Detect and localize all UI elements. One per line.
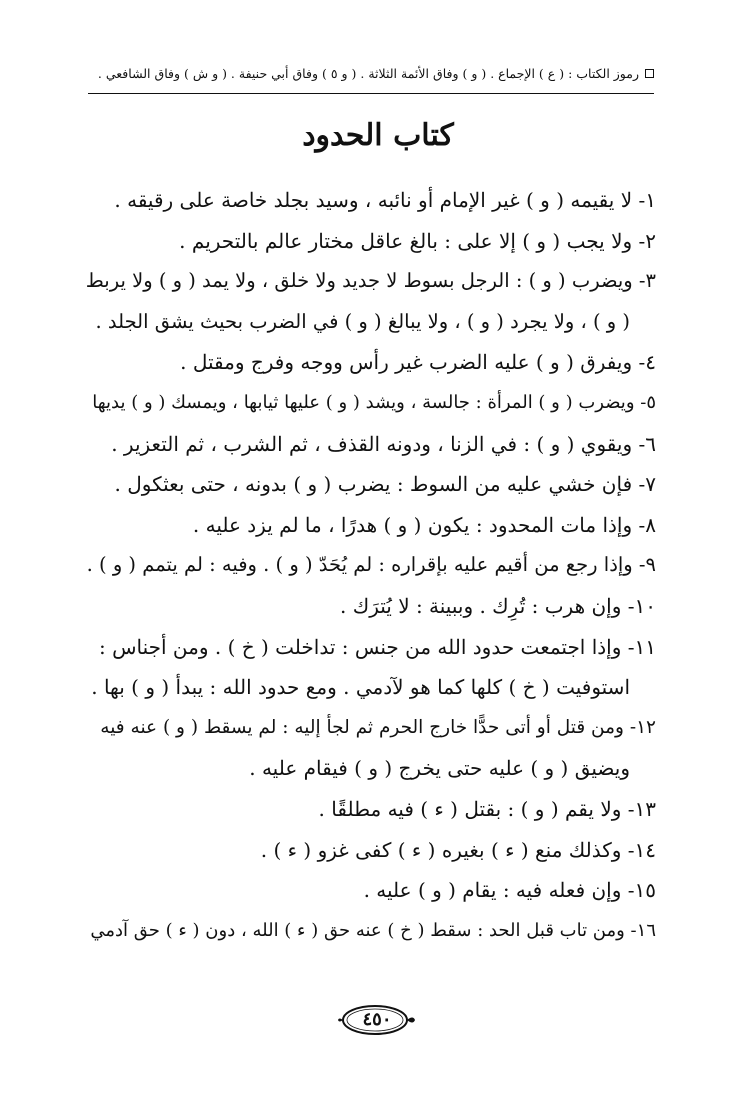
rule-line: ٣- ويضرب ( و ) : الرجل بسوط لا جديد ولا خلق ، ولا يمد ( و ) ولا يربط	[86, 269, 656, 293]
rule-item	[86, 261, 656, 342]
rule-item	[86, 789, 656, 830]
rule-line: ١٦- ومن تاب قبل الحد : سقط ( خ ) عنه حق ( ء ) الله ، دون ( ء ) حق آدمي	[90, 919, 656, 941]
rule-item	[86, 627, 656, 708]
rule-continuation-line: استوفيت ( خ ) كلها كما هو لآدمي . ومع حدود الله : يبدأ ( و ) بها .	[91, 675, 630, 700]
rule-item	[86, 383, 656, 424]
rule-line: ٥- ويضرب ( و ) المرأة : جالسة ، ويشد ( و ) عليها ثيابها ، ويمسك ( و ) يديها	[92, 391, 656, 413]
rule-item	[86, 424, 656, 465]
rule-continuation-line: ( و ) ، ولا يجرد ( و ) ، ولا يبالغ ( و ) في الضرب بحيث يشق الجلد .	[95, 309, 630, 333]
rule-line: ١٤- وكذلك منع ( ء ) بغيره ( ء ) كفى غزو ( ء ) .	[260, 837, 656, 862]
rule-item	[86, 505, 656, 546]
rule-line: ٢- ولا يجب ( و ) إلا على : بالغ عاقل مختار عالم بالتحريم .	[179, 228, 656, 253]
header-text: رموز الكتاب : ( ع ) الإجماع . ( و ) وفاق الأئمة الثلاثة . ( و ٥ ) وفاق أبي حنيفة . ( و ش ) وفاق الشافعي .	[97, 65, 639, 81]
square-bullet-icon	[645, 69, 654, 78]
rule-item	[86, 870, 656, 911]
rule-continuation-line: ويضيق ( و ) عليه حتى يخرج ( و ) فيقام عليه .	[249, 756, 630, 781]
rule-line: ٤- ويفرق ( و ) عليه الضرب غير رأس ووجه وفرج ومقتل .	[180, 350, 656, 375]
rule-line: ٦- ويقوي ( و ) : في الزنا ، ودونه القذف ، ثم الشرب ، ثم التعزير .	[111, 431, 656, 456]
rules-list	[86, 180, 656, 951]
rule-item	[86, 221, 656, 262]
rule-line: ١٣- ولا يقم ( و ) : بقتل ( ء ) فيه مطلقًا .	[318, 796, 656, 821]
rule-item	[86, 830, 656, 871]
rule-item	[86, 708, 656, 789]
rule-line: ١٠- وإن هرب : تُرِك . وببينة : لا يُترَك .	[340, 593, 656, 618]
rule-line: ٩- وإذا رجع من أقيم عليه بإقراره : لم يُحَدّ ( و ) . وفيه : لم يتمم ( و ) .	[86, 553, 656, 577]
header-divider	[88, 93, 654, 94]
rule-line: ١- لا يقيمه ( و ) غير الإمام أو نائبه ، وسيد بجلد خاصة على رقيقه .	[114, 188, 656, 212]
rule-item	[86, 180, 656, 221]
rule-item	[86, 464, 656, 505]
running-header	[88, 60, 654, 86]
rule-item	[86, 545, 656, 586]
rule-line: ٧- فإن خشي عليه من السوط : يضرب ( و ) بدونه ، حتى بعثكول .	[114, 472, 656, 497]
rule-line: ٨- وإذا مات المحدود : يكون ( و ) هدرًا ، ما لم يزد عليه .	[192, 512, 656, 537]
rule-item	[86, 586, 656, 627]
page-number-ornament	[338, 1003, 416, 1037]
rule-line: ١١- وإذا اجتمعت حدود الله من جنس : تداخلت ( خ ) . ومن أجناس :	[99, 634, 656, 659]
page-title: كتاب الحدود	[302, 118, 454, 153]
rule-line: ١٢- ومن قتل أو أتى حدًّا خارج الحرم ثم لجأ إليه : لم يسقط ( و ) عنه فيه	[100, 716, 656, 738]
rule-line: ١٥- وإن فعله فيه : يقام ( و ) عليه .	[363, 878, 656, 903]
page-number: ٤٥٠	[362, 1009, 392, 1030]
rule-item	[86, 342, 656, 383]
rule-item	[86, 911, 656, 952]
